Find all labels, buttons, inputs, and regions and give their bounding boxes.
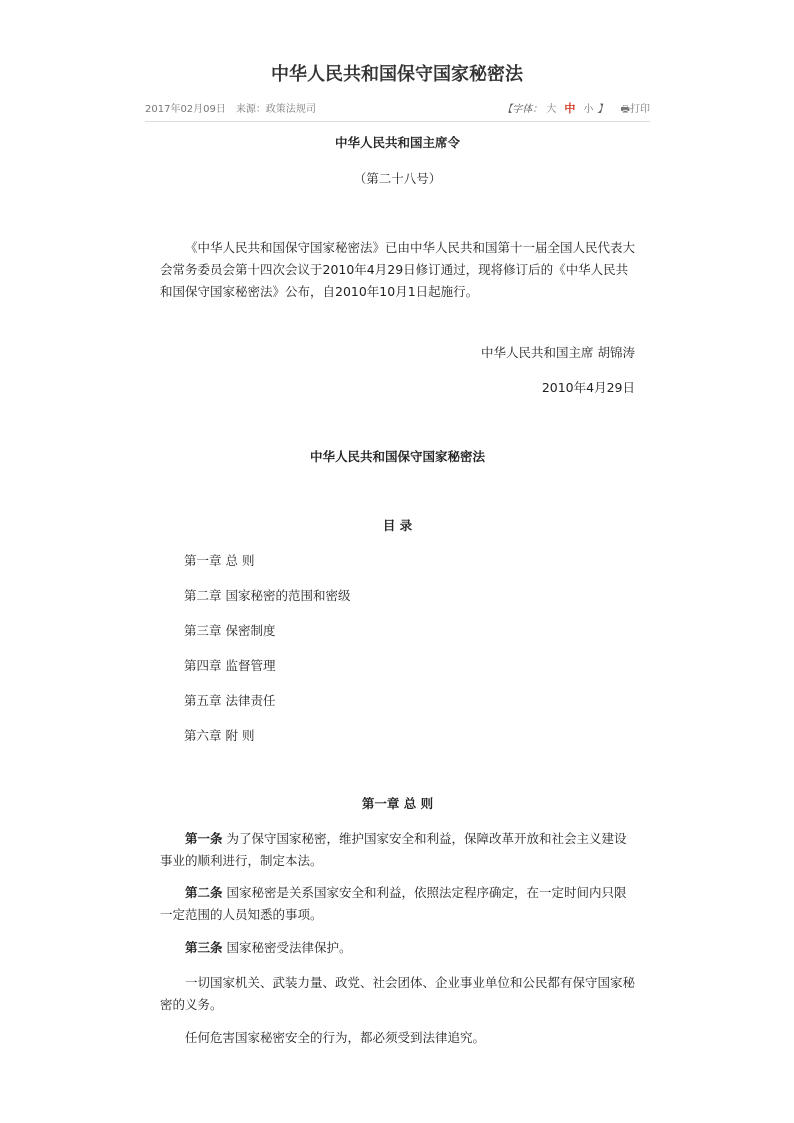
font-medium-button[interactable]: 中: [564, 102, 576, 115]
order-body: 《中华人民共和国保守国家秘密法》已由中华人民共和国第十一届全国人民代表大会常务委员会第十四次会议于2010年4月29日修订通过，现将修订后的《中华人民共和国保守国家秘密法》公布，自2010年10月1日起施行。: [160, 240, 636, 299]
publish-date: 2017年02月09日: [145, 104, 226, 115]
law-title: 中华人民共和国保守国家秘密法: [309, 449, 485, 464]
toc-item: 第四章 监督管理: [184, 658, 276, 673]
article-2: 第二条 国家秘密是关系国家安全和利益，依照法定程序确定，在一定时间内只限一定范围的人员知悉的事项。: [160, 885, 627, 922]
toc-heading: 目 录: [382, 518, 413, 533]
page-title: 中华人民共和国保守国家秘密法: [271, 64, 523, 85]
divider: [145, 121, 650, 122]
paragraph: 一切国家机关、武装力量、政党、社会团体、企业事业单位和公民都有保守国家秘密的义务。: [160, 975, 636, 1012]
font-small-button[interactable]: 小: [583, 104, 594, 115]
order-heading: 中华人民共和国主席令: [334, 135, 460, 150]
print-button[interactable]: 🖶打印: [620, 104, 650, 115]
order-date: 2010年4月29日: [541, 380, 635, 395]
chapter-heading: 第一章 总 则: [361, 796, 434, 811]
meta-bar: [145, 100, 650, 114]
toc-item: 第二章 国家秘密的范围和密级: [184, 588, 351, 603]
source: 来源：政策法规司: [235, 104, 316, 115]
toc-item: 第三章 保密制度: [184, 623, 276, 638]
font-large-button[interactable]: 大: [546, 104, 557, 115]
toc-item: 第一章 总 则: [184, 553, 255, 568]
article-1: 第一条 为了保守国家秘密，维护国家安全和利益，保障改革开放和社会主义建设事业的顺利进行，制定本法。: [160, 831, 627, 868]
order-signature: 中华人民共和国主席 胡锦涛: [481, 345, 635, 360]
font-size-control: 【字体： 大 中 小 】: [502, 102, 608, 115]
printer-icon: 🖶: [620, 104, 630, 115]
article-body: [160, 132, 635, 1049]
order-number: （第二十八号）: [353, 171, 442, 186]
paragraph: 任何危害国家秘密安全的行为，都必须受到法律追究。: [185, 1030, 486, 1045]
toc-item: 第六章 附 则: [184, 728, 255, 743]
toc-item: 第五章 法律责任: [184, 693, 276, 708]
article-3: 第三条 国家秘密受法律保护。: [185, 940, 352, 955]
